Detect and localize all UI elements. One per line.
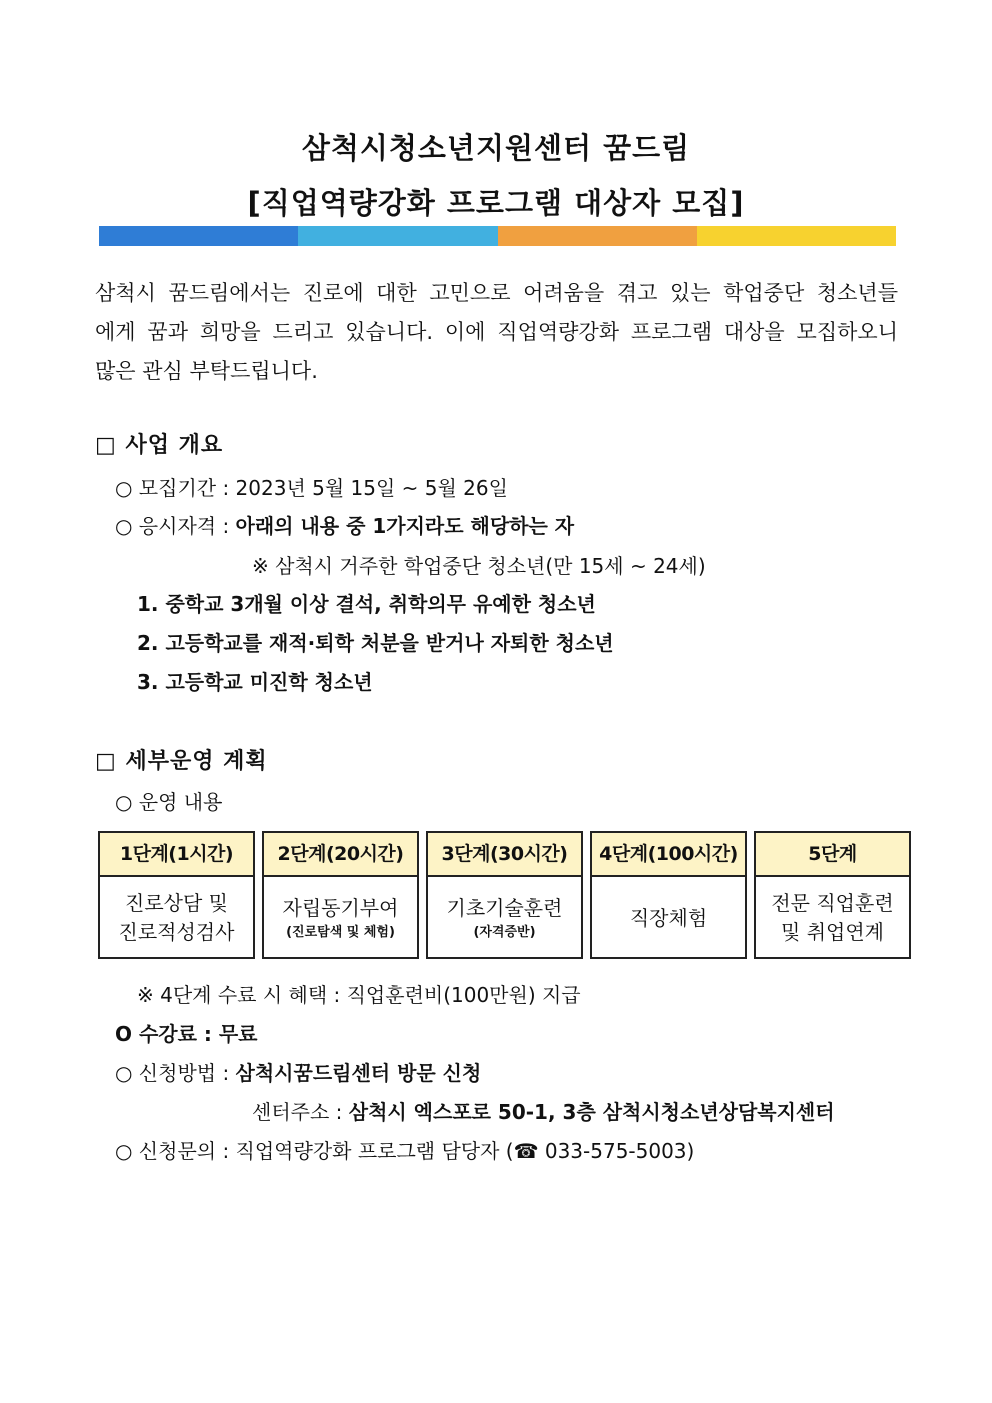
- color-bar-orange: [498, 226, 697, 246]
- center-address-row: [252, 1096, 835, 1125]
- stage-body: [592, 877, 745, 959]
- stage-5-box: [754, 831, 911, 959]
- page-subtitle: [직업역량강화 프로그램 대상자 모집]: [247, 186, 745, 220]
- inquiry-row: [115, 1135, 694, 1164]
- eligibility-item: [137, 666, 373, 695]
- center-address-label: 센터주소 :: [252, 1100, 343, 1124]
- recruit-period-row: [115, 472, 508, 501]
- apply-method-label: ○ 신청방법 :: [115, 1061, 230, 1085]
- stage-body-line: 및 취업연계: [781, 920, 884, 944]
- fee-row: [115, 1018, 258, 1047]
- stage-body-subtext: (진로탐색 및 체험): [286, 924, 395, 940]
- intro-line: 에게 꿈과 희망을 드리고 있습니다. 이에 직업역량강화 프로그램 대상을 모집하오니: [95, 320, 898, 344]
- completion-benefit-note: ※ 4단계 수료 시 혜택 : 직업훈련비(100만원) 지급: [137, 983, 581, 1007]
- page-title: 삼척시청소년지원센터 꿈드림: [301, 131, 691, 165]
- qualification-note: ※ 삼척시 거주한 학업중단 청소년(만 15세 ~ 24세): [252, 554, 706, 578]
- intro-paragraph: [95, 274, 898, 391]
- stage-body: [756, 877, 909, 959]
- stage-header: 5단계: [756, 833, 909, 877]
- stage-2-box: [262, 831, 419, 959]
- section-heading-plan: □ 세부운영 계획: [95, 749, 268, 774]
- intro-line: 삼척시 꿈드림에서는 진로에 대한 고민으로 어려움을 겪고 있는 학업중단 청소년들: [95, 281, 898, 305]
- color-divider-bar: [99, 226, 896, 246]
- recruit-period-value: 2023년 5월 15일 ~ 5월 26일: [235, 476, 508, 500]
- stage-header: 4단계(100시간): [592, 833, 745, 877]
- operation-content-label: ○ 운영 내용: [115, 790, 223, 814]
- stage-header: 3단계(30시간): [428, 833, 581, 877]
- color-bar-blue: [99, 226, 298, 246]
- fee-text: O 수강료 : 무료: [115, 1022, 258, 1046]
- stage-3-box: [426, 831, 583, 959]
- stage-body-line: 진로상담 및: [125, 891, 228, 915]
- stage-body-subtext: (자격증반): [473, 924, 536, 940]
- qualification-label: ○ 응시자격 :: [115, 514, 230, 538]
- recruit-period-label: ○ 모집기간 :: [115, 476, 230, 500]
- qualification-row: [115, 510, 574, 539]
- inquiry-value: 직업역량강화 프로그램 담당자 (☎ 033-575-5003): [235, 1139, 695, 1163]
- stage-body: [264, 877, 417, 959]
- stage-header: 2단계(20시간): [264, 833, 417, 877]
- stage-1-box: [98, 831, 255, 959]
- apply-method-value: 삼척시꿈드림센터 방문 신청: [235, 1061, 482, 1085]
- eligibility-item-text: 3. 고등학교 미진학 청소년: [137, 670, 373, 694]
- apply-method-row: [115, 1057, 481, 1086]
- stage-body-line: 자립동기부여: [282, 895, 399, 920]
- stage-body-line: 직장체험: [629, 905, 708, 930]
- eligibility-item-text: 2. 고등학교를 재적·퇴학 처분을 받거나 자퇴한 청소년: [137, 631, 614, 655]
- eligibility-item-text: 1. 중학교 3개월 이상 결석, 취학의무 유예한 청소년: [137, 592, 596, 616]
- stage-body: [428, 877, 581, 959]
- stage-4-box: [590, 831, 747, 959]
- stage-body-line: 기초기술훈련: [446, 895, 563, 920]
- section-heading-overview: □ 사업 개요: [95, 433, 224, 458]
- qualification-value: 아래의 내용 중 1가지라도 해당하는 자: [235, 514, 575, 538]
- intro-line: 많은 관심 부탁드립니다.: [95, 359, 318, 383]
- center-address-value: 삼척시 엑스포로 50-1, 3층 삼척시청소년상담복지센터: [348, 1100, 835, 1124]
- stage-body: [100, 877, 253, 959]
- eligibility-item: [137, 588, 596, 617]
- color-bar-yellow: [697, 226, 896, 246]
- eligibility-item: [137, 627, 614, 656]
- stage-header: 1단계(1시간): [100, 833, 253, 877]
- color-bar-skyblue: [298, 226, 497, 246]
- stage-body-line: 진로적성검사: [118, 920, 235, 944]
- stage-body-line: 전문 직업훈련: [771, 891, 894, 915]
- inquiry-label: ○ 신청문의 :: [115, 1139, 230, 1163]
